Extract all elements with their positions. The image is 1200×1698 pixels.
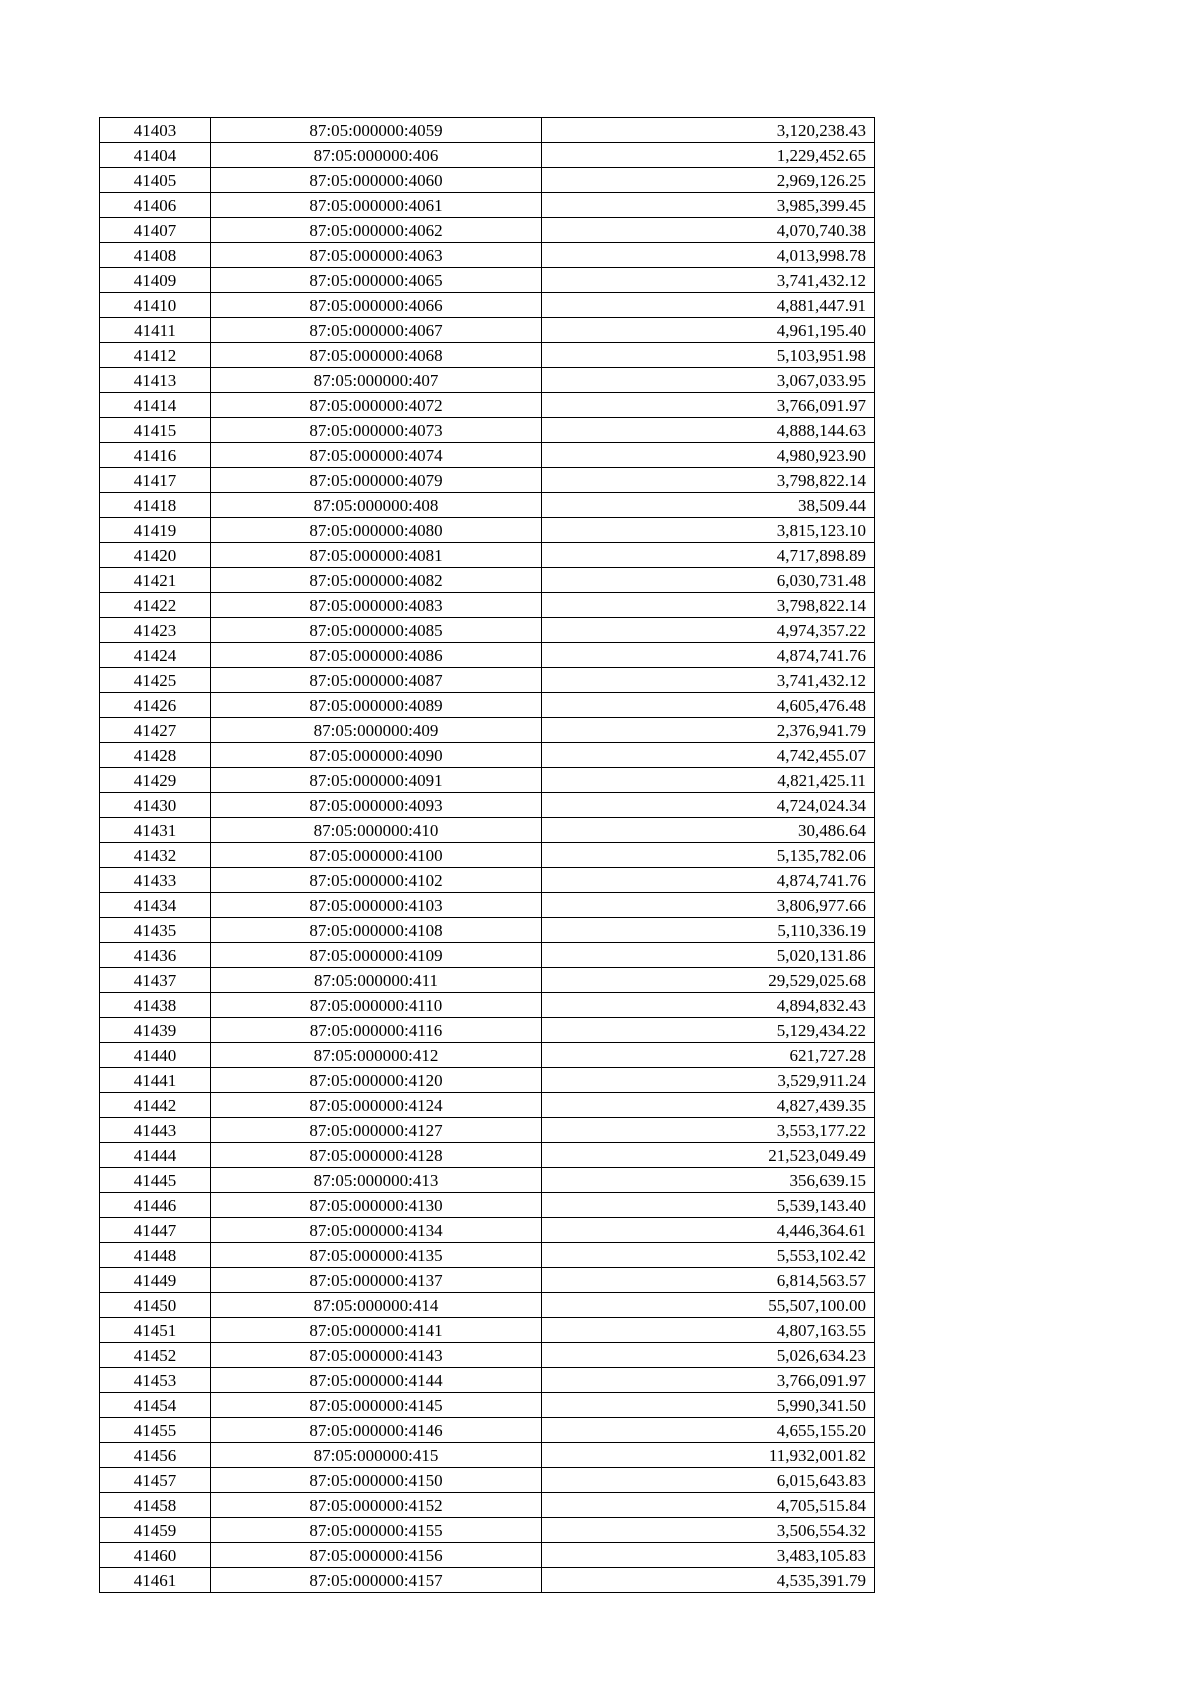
cadastral-value-cell: 3,067,033.95 (542, 368, 875, 393)
cadastral-number-cell: 87:05:000000:4144 (211, 1368, 542, 1393)
cadastral-number-cell: 87:05:000000:4060 (211, 168, 542, 193)
table-row (100, 843, 875, 868)
cadastral-number-cell: 87:05:000000:4066 (211, 293, 542, 318)
table-row (100, 1218, 875, 1243)
cadastral-number-cell: 87:05:000000:4150 (211, 1468, 542, 1493)
table-row (100, 143, 875, 168)
table-row (100, 1143, 875, 1168)
table-row (100, 1118, 875, 1143)
cadastral-number-cell: 87:05:000000:4110 (211, 993, 542, 1018)
cadastral-value-cell: 3,806,977.66 (542, 893, 875, 918)
cadastral-value-cell: 29,529,025.68 (542, 968, 875, 993)
cadastral-number-cell: 87:05:000000:4062 (211, 218, 542, 243)
row-number-cell: 41461 (100, 1568, 211, 1593)
cadastral-value-cell: 4,827,439.35 (542, 1093, 875, 1118)
cadastral-number-cell: 87:05:000000:4090 (211, 743, 542, 768)
cadastral-value-cell: 621,727.28 (542, 1043, 875, 1068)
table-row (100, 968, 875, 993)
table-row (100, 1268, 875, 1293)
cadastral-number-cell: 87:05:000000:4134 (211, 1218, 542, 1243)
cadastral-value-cell: 3,766,091.97 (542, 393, 875, 418)
cadastral-number-cell: 87:05:000000:4130 (211, 1193, 542, 1218)
table-row (100, 1018, 875, 1043)
cadastral-value-cell: 2,376,941.79 (542, 718, 875, 743)
table-row (100, 1518, 875, 1543)
table-row (100, 243, 875, 268)
cadastral-number-cell: 87:05:000000:4116 (211, 1018, 542, 1043)
cadastral-number-cell: 87:05:000000:4072 (211, 393, 542, 418)
cadastral-value-cell: 4,742,455.07 (542, 743, 875, 768)
cadastral-value-cell: 3,483,105.83 (542, 1543, 875, 1568)
table-row (100, 293, 875, 318)
cadastral-number-cell: 87:05:000000:4063 (211, 243, 542, 268)
row-number-cell: 41437 (100, 968, 211, 993)
row-number-cell: 41427 (100, 718, 211, 743)
cadastral-value-cell: 6,030,731.48 (542, 568, 875, 593)
cadastral-number-cell: 87:05:000000:415 (211, 1443, 542, 1468)
row-number-cell: 41443 (100, 1118, 211, 1143)
row-number-cell: 41412 (100, 343, 211, 368)
cadastral-value-cell: 21,523,049.49 (542, 1143, 875, 1168)
table-row (100, 868, 875, 893)
cadastral-value-cell: 3,815,123.10 (542, 518, 875, 543)
row-number-cell: 41407 (100, 218, 211, 243)
cadastral-value-cell: 38,509.44 (542, 493, 875, 518)
table-row (100, 318, 875, 343)
cadastral-number-cell: 87:05:000000:4146 (211, 1418, 542, 1443)
row-number-cell: 41430 (100, 793, 211, 818)
cadastral-number-cell: 87:05:000000:4120 (211, 1068, 542, 1093)
table-row (100, 1193, 875, 1218)
row-number-cell: 41428 (100, 743, 211, 768)
row-number-cell: 41447 (100, 1218, 211, 1243)
cadastral-number-cell: 87:05:000000:4065 (211, 268, 542, 293)
cadastral-number-cell: 87:05:000000:4074 (211, 443, 542, 468)
cadastral-value-cell: 4,705,515.84 (542, 1493, 875, 1518)
row-number-cell: 41415 (100, 418, 211, 443)
row-number-cell: 41458 (100, 1493, 211, 1518)
cadastral-number-cell: 87:05:000000:4109 (211, 943, 542, 968)
row-number-cell: 41436 (100, 943, 211, 968)
row-number-cell: 41434 (100, 893, 211, 918)
row-number-cell: 41433 (100, 868, 211, 893)
table-row (100, 518, 875, 543)
row-number-cell: 41405 (100, 168, 211, 193)
cadastral-number-cell: 87:05:000000:413 (211, 1168, 542, 1193)
cadastral-value-cell: 4,535,391.79 (542, 1568, 875, 1593)
row-number-cell: 41420 (100, 543, 211, 568)
row-number-cell: 41450 (100, 1293, 211, 1318)
row-number-cell: 41459 (100, 1518, 211, 1543)
cadastral-number-cell: 87:05:000000:4061 (211, 193, 542, 218)
cadastral-number-cell: 87:05:000000:4089 (211, 693, 542, 718)
table-row (100, 993, 875, 1018)
cadastral-value-cell: 4,655,155.20 (542, 1418, 875, 1443)
table-row (100, 1468, 875, 1493)
cadastral-number-cell: 87:05:000000:4080 (211, 518, 542, 543)
cadastral-number-cell: 87:05:000000:4152 (211, 1493, 542, 1518)
cadastral-value-cell: 5,129,434.22 (542, 1018, 875, 1043)
row-number-cell: 41454 (100, 1393, 211, 1418)
table-row (100, 168, 875, 193)
row-number-cell: 41424 (100, 643, 211, 668)
cadastral-number-cell: 87:05:000000:4082 (211, 568, 542, 593)
cadastral-number-cell: 87:05:000000:4108 (211, 918, 542, 943)
row-number-cell: 41422 (100, 593, 211, 618)
cadastral-number-cell: 87:05:000000:411 (211, 968, 542, 993)
cadastral-value-cell: 3,120,238.43 (542, 118, 875, 143)
cadastral-number-cell: 87:05:000000:4073 (211, 418, 542, 443)
cadastral-value-cell: 4,446,364.61 (542, 1218, 875, 1243)
cadastral-value-cell: 2,969,126.25 (542, 168, 875, 193)
row-number-cell: 41425 (100, 668, 211, 693)
table-row (100, 668, 875, 693)
table-row (100, 443, 875, 468)
cadastral-value-cell: 4,717,898.89 (542, 543, 875, 568)
cadastral-number-cell: 87:05:000000:4086 (211, 643, 542, 668)
cadastral-value-cell: 5,539,143.40 (542, 1193, 875, 1218)
cadastral-value-cell: 1,229,452.65 (542, 143, 875, 168)
table-row (100, 1093, 875, 1118)
table-row (100, 568, 875, 593)
table-row (100, 1443, 875, 1468)
cadastral-number-cell: 87:05:000000:4155 (211, 1518, 542, 1543)
cadastral-number-cell: 87:05:000000:4145 (211, 1393, 542, 1418)
cadastral-value-cell: 3,741,432.12 (542, 268, 875, 293)
row-number-cell: 41438 (100, 993, 211, 1018)
cadastral-value-cell: 5,026,634.23 (542, 1343, 875, 1368)
cadastral-number-cell: 87:05:000000:4137 (211, 1268, 542, 1293)
row-number-cell: 41440 (100, 1043, 211, 1068)
cadastral-value-cell: 356,639.15 (542, 1168, 875, 1193)
cadastral-value-cell: 5,990,341.50 (542, 1393, 875, 1418)
cadastral-value-cell: 5,103,951.98 (542, 343, 875, 368)
cadastral-value-cell: 5,020,131.86 (542, 943, 875, 968)
table-row (100, 1543, 875, 1568)
cadastral-number-cell: 87:05:000000:4085 (211, 618, 542, 643)
table-body (100, 118, 875, 1593)
row-number-cell: 41409 (100, 268, 211, 293)
cadastral-number-cell: 87:05:000000:410 (211, 818, 542, 843)
row-number-cell: 41421 (100, 568, 211, 593)
row-number-cell: 41429 (100, 768, 211, 793)
table-row (100, 768, 875, 793)
row-number-cell: 41442 (100, 1093, 211, 1118)
table-row (100, 943, 875, 968)
cadastral-value-cell: 5,110,336.19 (542, 918, 875, 943)
row-number-cell: 41418 (100, 493, 211, 518)
cadastral-value-cell: 4,961,195.40 (542, 318, 875, 343)
row-number-cell: 41451 (100, 1318, 211, 1343)
table-row (100, 218, 875, 243)
cadastral-value-cell: 4,821,425.11 (542, 768, 875, 793)
cadastral-number-cell: 87:05:000000:407 (211, 368, 542, 393)
table-row (100, 893, 875, 918)
table-row (100, 593, 875, 618)
table-row (100, 693, 875, 718)
table-row (100, 1043, 875, 1068)
table-row (100, 543, 875, 568)
cadastral-number-cell: 87:05:000000:408 (211, 493, 542, 518)
cadastral-value-cell: 4,605,476.48 (542, 693, 875, 718)
row-number-cell: 41411 (100, 318, 211, 343)
row-number-cell: 41410 (100, 293, 211, 318)
cadastral-number-cell: 87:05:000000:4067 (211, 318, 542, 343)
table-row (100, 418, 875, 443)
row-number-cell: 41445 (100, 1168, 211, 1193)
cadastral-number-cell: 87:05:000000:412 (211, 1043, 542, 1068)
table-row (100, 793, 875, 818)
table-row (100, 1568, 875, 1593)
table-row (100, 368, 875, 393)
cadastral-value-cell: 3,553,177.22 (542, 1118, 875, 1143)
row-number-cell: 41413 (100, 368, 211, 393)
cadastral-value-cell: 4,980,923.90 (542, 443, 875, 468)
cadastral-value-cell: 3,798,822.14 (542, 593, 875, 618)
cadastral-number-cell: 87:05:000000:414 (211, 1293, 542, 1318)
row-number-cell: 41431 (100, 818, 211, 843)
row-number-cell: 41426 (100, 693, 211, 718)
cadastral-number-cell: 87:05:000000:4141 (211, 1318, 542, 1343)
cadastral-value-cell: 6,015,643.83 (542, 1468, 875, 1493)
row-number-cell: 41457 (100, 1468, 211, 1493)
cadastral-number-cell: 87:05:000000:4124 (211, 1093, 542, 1118)
cadastral-number-cell: 87:05:000000:4143 (211, 1343, 542, 1368)
cadastral-value-cell: 3,985,399.45 (542, 193, 875, 218)
cadastral-number-cell: 87:05:000000:4100 (211, 843, 542, 868)
cadastral-number-cell: 87:05:000000:409 (211, 718, 542, 743)
row-number-cell: 41452 (100, 1343, 211, 1368)
cadastral-value-cell: 4,894,832.43 (542, 993, 875, 1018)
table-row (100, 268, 875, 293)
table-row (100, 1318, 875, 1343)
table-row (100, 1393, 875, 1418)
cadastral-value-cell: 4,807,163.55 (542, 1318, 875, 1343)
row-number-cell: 41414 (100, 393, 211, 418)
cadastral-number-cell: 87:05:000000:4103 (211, 893, 542, 918)
table-row (100, 118, 875, 143)
row-number-cell: 41456 (100, 1443, 211, 1468)
table-row (100, 818, 875, 843)
cadastral-value-cell: 55,507,100.00 (542, 1293, 875, 1318)
table-row (100, 493, 875, 518)
cadastral-value-cell: 5,553,102.42 (542, 1243, 875, 1268)
row-number-cell: 41453 (100, 1368, 211, 1393)
table-row (100, 1293, 875, 1318)
cadastral-value-cell: 4,888,144.63 (542, 418, 875, 443)
row-number-cell: 41460 (100, 1543, 211, 1568)
cadastral-value-cell: 4,013,998.78 (542, 243, 875, 268)
table-row (100, 918, 875, 943)
cadastral-value-cell: 4,070,740.38 (542, 218, 875, 243)
row-number-cell: 41404 (100, 143, 211, 168)
cadastral-number-cell: 87:05:000000:4156 (211, 1543, 542, 1568)
cadastral-number-cell: 87:05:000000:406 (211, 143, 542, 168)
table-row (100, 1068, 875, 1093)
cadastral-number-cell: 87:05:000000:4157 (211, 1568, 542, 1593)
cadastral-value-cell: 3,506,554.32 (542, 1518, 875, 1543)
table-row (100, 1493, 875, 1518)
cadastral-value-cell: 3,766,091.97 (542, 1368, 875, 1393)
row-number-cell: 41417 (100, 468, 211, 493)
table-row (100, 618, 875, 643)
cadastral-number-cell: 87:05:000000:4093 (211, 793, 542, 818)
row-number-cell: 41403 (100, 118, 211, 143)
cadastral-value-cell: 6,814,563.57 (542, 1268, 875, 1293)
cadastral-value-cell: 4,724,024.34 (542, 793, 875, 818)
table-row (100, 393, 875, 418)
table-row (100, 468, 875, 493)
row-number-cell: 41446 (100, 1193, 211, 1218)
cadastral-number-cell: 87:05:000000:4081 (211, 543, 542, 568)
row-number-cell: 41439 (100, 1018, 211, 1043)
row-number-cell: 41455 (100, 1418, 211, 1443)
table-row (100, 193, 875, 218)
table-row (100, 1368, 875, 1393)
cadastral-number-cell: 87:05:000000:4091 (211, 768, 542, 793)
cadastral-number-cell: 87:05:000000:4128 (211, 1143, 542, 1168)
cadastral-number-cell: 87:05:000000:4135 (211, 1243, 542, 1268)
cadastral-value-table (99, 117, 875, 1593)
table-row (100, 743, 875, 768)
cadastral-number-cell: 87:05:000000:4127 (211, 1118, 542, 1143)
cadastral-value-cell: 11,932,001.82 (542, 1443, 875, 1468)
row-number-cell: 41448 (100, 1243, 211, 1268)
row-number-cell: 41406 (100, 193, 211, 218)
row-number-cell: 41419 (100, 518, 211, 543)
cadastral-number-cell: 87:05:000000:4059 (211, 118, 542, 143)
table-row (100, 718, 875, 743)
cadastral-number-cell: 87:05:000000:4083 (211, 593, 542, 618)
cadastral-value-cell: 5,135,782.06 (542, 843, 875, 868)
table-row (100, 643, 875, 668)
table-row (100, 1243, 875, 1268)
row-number-cell: 41444 (100, 1143, 211, 1168)
row-number-cell: 41435 (100, 918, 211, 943)
cadastral-number-cell: 87:05:000000:4068 (211, 343, 542, 368)
row-number-cell: 41432 (100, 843, 211, 868)
table-row (100, 1343, 875, 1368)
cadastral-value-cell: 30,486.64 (542, 818, 875, 843)
row-number-cell: 41423 (100, 618, 211, 643)
table-row (100, 1168, 875, 1193)
cadastral-value-cell: 4,881,447.91 (542, 293, 875, 318)
row-number-cell: 41449 (100, 1268, 211, 1293)
cadastral-value-cell: 3,741,432.12 (542, 668, 875, 693)
row-number-cell: 41416 (100, 443, 211, 468)
cadastral-number-cell: 87:05:000000:4079 (211, 468, 542, 493)
row-number-cell: 41441 (100, 1068, 211, 1093)
cadastral-number-cell: 87:05:000000:4087 (211, 668, 542, 693)
row-number-cell: 41408 (100, 243, 211, 268)
cadastral-value-cell: 3,798,822.14 (542, 468, 875, 493)
cadastral-value-cell: 3,529,911.24 (542, 1068, 875, 1093)
cadastral-number-cell: 87:05:000000:4102 (211, 868, 542, 893)
table-row (100, 343, 875, 368)
cadastral-value-cell: 4,974,357.22 (542, 618, 875, 643)
cadastral-value-cell: 4,874,741.76 (542, 868, 875, 893)
table-row (100, 1418, 875, 1443)
cadastral-value-cell: 4,874,741.76 (542, 643, 875, 668)
